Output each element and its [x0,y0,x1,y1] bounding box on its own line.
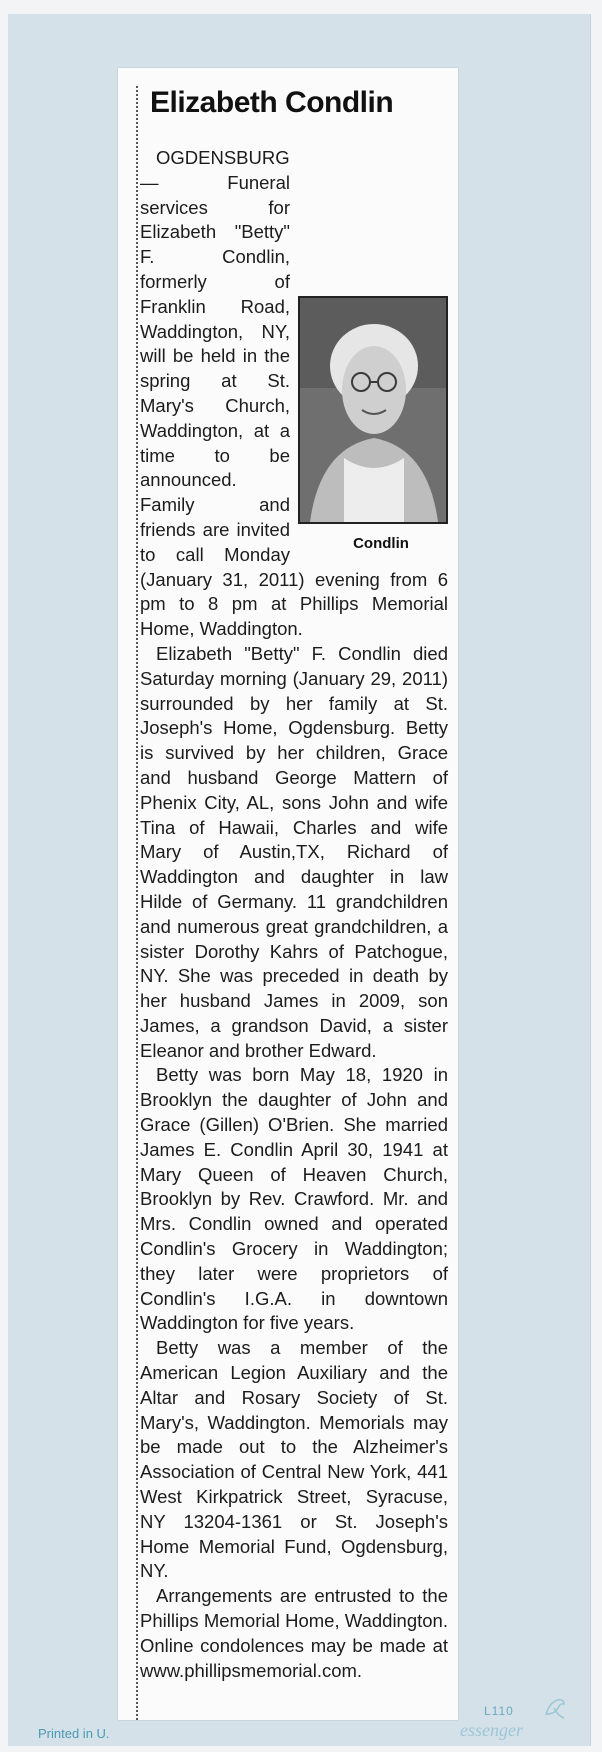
obituary-clipping [118,68,458,1720]
paragraph-memberships: Betty was a member of the American Legion Auxiliary and the Altar and Rosary Society of St. Mary's, Waddington. Memorials may be made out to the Alzheimer's Association of Central New York, 441 West Kirkpatrick Street, Syracuse, NY 13204-1361 or St. Joseph's Home Memorial Fund, Ogdensburg, NY. [140,1337,448,1582]
obituary-body [140,146,448,1683]
paragraph-arrangements: Arrangements are entrusted to the Phillips Memorial Home, Waddington. Online condolences may be made at www.phillipsmemorial.com. [140,1585,448,1681]
paragraph-funeral-notice [140,146,448,642]
portrait-photo [298,296,448,524]
obituary-headline: Elizabeth Condlin [150,86,394,119]
paragraph-biography: Betty was born May 18, 1920 in Brooklyn the daughter of John and Grace (Gillen) O'Brien. She married James E. Condlin April 30, 1941 at Mary Queen of Heaven Church, Brooklyn by Rev. Crawford. Mr. and Mrs. Condlin owned and operated Condlin's Grocery in Waddington; they later were proprietors of Condlin's I.G.A. in downtown Waddington for five years. [140,1064,448,1334]
brand-logo-text: essenger [460,1720,523,1740]
memorial-card [8,14,591,1746]
dove-logo-icon [542,1694,568,1722]
cut-edge-line [136,86,138,1720]
product-code: L110 [484,1704,514,1718]
portrait-photo-image [300,298,446,522]
photo-block [298,296,448,557]
paragraph-death-notice: Elizabeth "Betty" F. Condlin died Saturday morning (January 29, 2011) surrounded by her family at St. Joseph's Home, Ogdensburg. Betty is survived by her children, Grace and husband George Mattern of Phenix City, AL, sons John and wife Tina of Hawaii, Charles and wife Mary of Austin,TX, Richard of Waddington and daughter in law Hilde of Germany. 11 grandchildren and numerous great grandchildren, a sister Dorothy Kahrs of Patchogue, NY. She was preceded in death by her husband James in 2009, son James, a grandson David, a sister Eleanor and brother Edward. [140,642,448,1061]
photo-caption: Condlin [353,535,409,552]
paragraph-text: OGDENSBURG — Funeral services for Elizabeth "Betty" F. Condlin, formerly of Franklin Road, Waddington, NY, will be held in the spring at St. Mary's Church, Waddington, at a time to be announced. Family and friends are invited to call Monday (January 31, 2011) evening from 6 pm to 8 pm at Phillips Memorial Home, Waddington. [140,147,448,640]
printed-in-label: Printed in U. [38,1726,110,1741]
